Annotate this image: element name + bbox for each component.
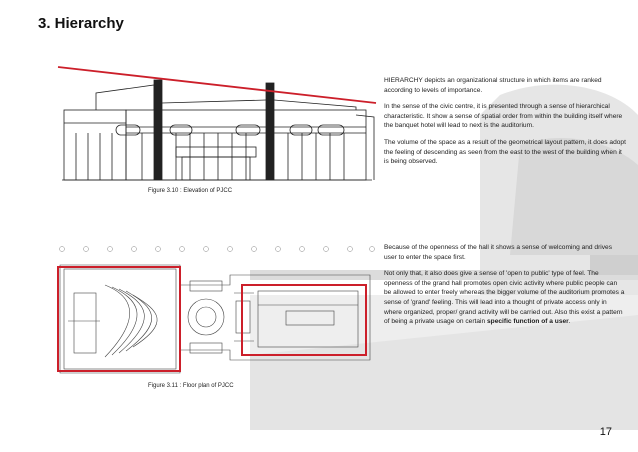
emphasized-text: specific function of a user [487,318,569,326]
hierarchy-description [384,76,626,167]
floor-plan-caption: Figure 3.11 : Floor plan of PJCC [148,383,234,389]
paragraph: Because of the openness of the hall it shows a sense of welcoming and drives user to enter the space first. [384,244,612,261]
paragraph: In the sense of the civic centre, it is presented through a sense of hierarchical characteristic. It show a sense of spatial order from within the building itself where the banquet hotel will lead to next is the auditorium. [384,103,623,130]
elevation-caption: Figure 3.10 : Elevation of PJCC [148,188,233,194]
paragraph-text: Not only that, it also does give a sense of 'open to public' type of feel. The openness of the grand hall promotes open civic activity where public people can be allowed to enter freely whereas the bigger volume of the auditorium promotes a sense of 'grand' feeling. This will lead into a thought of private access only in where organized, proper/ grand activity will be carried out. Also this exist a pattern of being a private usage on certain [384,270,625,326]
paragraph-end: . [568,318,571,326]
floor-plan-drawing [50,245,378,380]
elevation-drawing [56,55,378,190]
paragraph: HIERARCHY depicts an organizational structure in which items are ranked according to levels of importance. [384,77,602,94]
paragraph [384,269,626,327]
section-title: 3. Hierarchy [38,15,124,32]
openness-description [384,243,626,327]
page-number: 17 [599,426,612,438]
paragraph: The volume of the space as a result of the geometrical layout pattern, it does adopt the feeling of descending as seen from the east to the west of the building when it is being observed. [384,138,626,166]
